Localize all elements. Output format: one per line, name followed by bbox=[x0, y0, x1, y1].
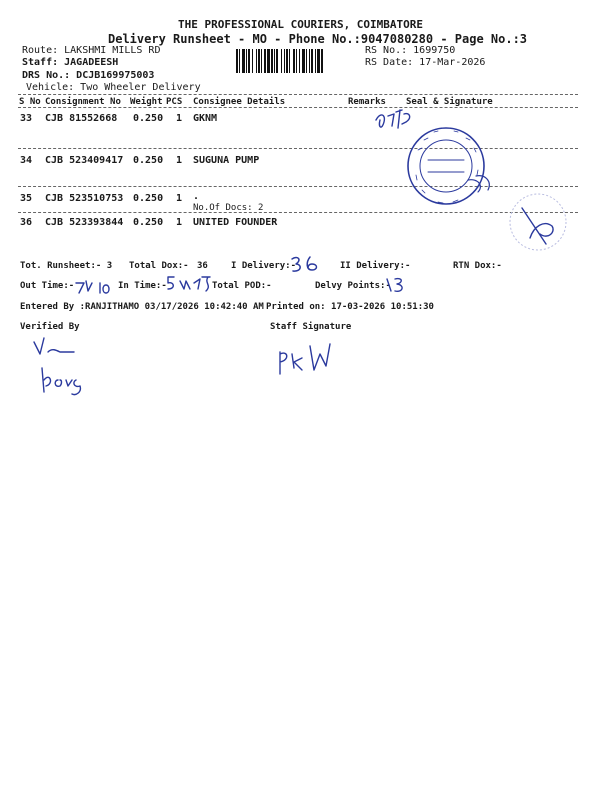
verifier-initials-icon bbox=[36, 362, 96, 398]
barcode-bar bbox=[293, 49, 295, 73]
staff-signature-label: Staff Signature bbox=[270, 322, 352, 332]
header-top-rule bbox=[18, 94, 578, 95]
row-consignee: SUGUNA PUMP bbox=[193, 155, 260, 166]
signature-scribble-icon bbox=[372, 106, 416, 140]
col-sno: S No bbox=[19, 97, 41, 107]
row-consignee: GKNM bbox=[193, 113, 218, 124]
drs-number: DRS No.: DCJB169975003 bbox=[22, 70, 155, 81]
barcode-bar bbox=[321, 49, 323, 73]
row-sno: 33 bbox=[20, 113, 33, 124]
delvy-points-label: Delvy Points:- bbox=[315, 281, 391, 291]
barcode-bar bbox=[309, 49, 310, 73]
staff-signature-icon bbox=[272, 340, 336, 380]
row-consignee: UNITED FOUNDER bbox=[193, 217, 278, 228]
col-weight: Weight bbox=[130, 97, 163, 107]
barcode-bar bbox=[315, 49, 316, 73]
rs-number: RS No.: 1699750 bbox=[365, 45, 456, 56]
barcode-bar bbox=[281, 49, 282, 73]
entered-by: Entered By :RANJITHAMO 03/17/2026 10:42:40 AM bbox=[20, 302, 264, 312]
row-weight: 0.250 bbox=[133, 193, 164, 204]
company-seal-icon bbox=[398, 120, 498, 220]
row-consignment: CJB 523510753 bbox=[45, 193, 124, 204]
tot-runsheet: Tot. Runsheet:- 3 bbox=[20, 261, 113, 271]
row-pcs: 1 bbox=[176, 193, 183, 204]
barcode-bar bbox=[274, 49, 275, 73]
barcode-bar bbox=[296, 49, 297, 73]
barcode-bar bbox=[242, 49, 245, 73]
rs-date: RS Date: 17-Mar-2026 bbox=[365, 57, 486, 68]
row-consignment: CJB 523393844 bbox=[45, 217, 124, 228]
verified-signature-icon bbox=[30, 332, 82, 362]
barcode-bar bbox=[276, 49, 278, 73]
row-rule bbox=[18, 148, 578, 149]
col-remarks: Remarks bbox=[348, 97, 386, 107]
row-sno: 35 bbox=[20, 193, 33, 204]
faint-stamp-icon bbox=[500, 190, 576, 254]
barcode bbox=[236, 49, 360, 73]
barcode-bar bbox=[256, 49, 257, 73]
out-time-label: Out Time:- bbox=[20, 281, 75, 291]
row-consignee: . bbox=[193, 191, 200, 202]
barcode-bar bbox=[284, 49, 285, 73]
total-pod-label: Total POD:- bbox=[212, 281, 272, 291]
row-rule bbox=[18, 186, 578, 187]
barcode-bar bbox=[248, 49, 250, 73]
barcode-bar bbox=[302, 49, 305, 73]
col-consignee: Consignee Details bbox=[193, 97, 286, 107]
barcode-bar bbox=[311, 49, 313, 73]
row-doc-count: No.Of Docs: 2 bbox=[193, 203, 264, 213]
barcode-bar bbox=[239, 49, 240, 73]
row-pcs: 1 bbox=[176, 155, 183, 166]
ii-delivery-label: II Delivery:- bbox=[340, 261, 411, 271]
barcode-bar bbox=[236, 49, 238, 73]
barcode-bar bbox=[289, 49, 290, 73]
staff-label: Staff: JAGADEESH bbox=[22, 57, 119, 68]
barcode-bar bbox=[252, 49, 253, 73]
row-pcs: 1 bbox=[176, 217, 183, 228]
printed-on: Printed on: 17-03-2026 10:51:30 bbox=[266, 302, 434, 312]
col-consignment: Consignment No bbox=[45, 97, 121, 107]
row-weight: 0.250 bbox=[133, 113, 164, 124]
route-label: Route: LAKSHMI MILLS RD bbox=[22, 45, 161, 56]
barcode-bar bbox=[258, 49, 260, 73]
col-pcs: PCS bbox=[166, 97, 183, 107]
barcode-bar bbox=[286, 49, 288, 73]
row-consignment: CJB 523409417 bbox=[45, 155, 124, 166]
row-weight: 0.250 bbox=[133, 217, 164, 228]
barcode-bar bbox=[271, 49, 273, 73]
col-seal: Seal & Signature bbox=[406, 97, 493, 107]
handwritten-in-time-icon bbox=[164, 273, 216, 295]
i-delivery-label: I Delivery:- bbox=[231, 261, 297, 271]
company-title: THE PROFESSIONAL COURIERS, COIMBATORE bbox=[178, 18, 424, 31]
barcode-bar bbox=[267, 49, 270, 73]
row-sno: 36 bbox=[20, 217, 33, 228]
barcode-bar bbox=[261, 49, 262, 73]
rtn-dox-label: RTN Dox:- bbox=[453, 261, 502, 271]
verified-by-label: Verified By bbox=[20, 322, 80, 332]
row-sno: 34 bbox=[20, 155, 33, 166]
row-pcs: 1 bbox=[176, 113, 183, 124]
barcode-bar bbox=[299, 49, 300, 73]
barcode-bar bbox=[264, 49, 266, 73]
vehicle-label: Vehicle: Two Wheeler Delivery bbox=[26, 82, 201, 93]
handwritten-out-time-icon bbox=[72, 277, 116, 297]
header-bottom-rule bbox=[18, 107, 578, 108]
barcode-bar bbox=[317, 49, 320, 73]
barcode-bar bbox=[246, 49, 247, 73]
row-rule bbox=[18, 212, 578, 213]
row-consignment: CJB 81552668 bbox=[45, 113, 118, 124]
total-dox-label: Total Dox:- bbox=[129, 261, 189, 271]
in-time-label: In Time:- bbox=[118, 281, 167, 291]
barcode-bar bbox=[306, 49, 307, 73]
runsheet-subtitle: Delivery Runsheet - MO - Phone No.:9047080280 - Page No.:3 bbox=[108, 32, 528, 46]
row-weight: 0.250 bbox=[133, 155, 164, 166]
total-dox-value: 36 bbox=[197, 261, 208, 271]
